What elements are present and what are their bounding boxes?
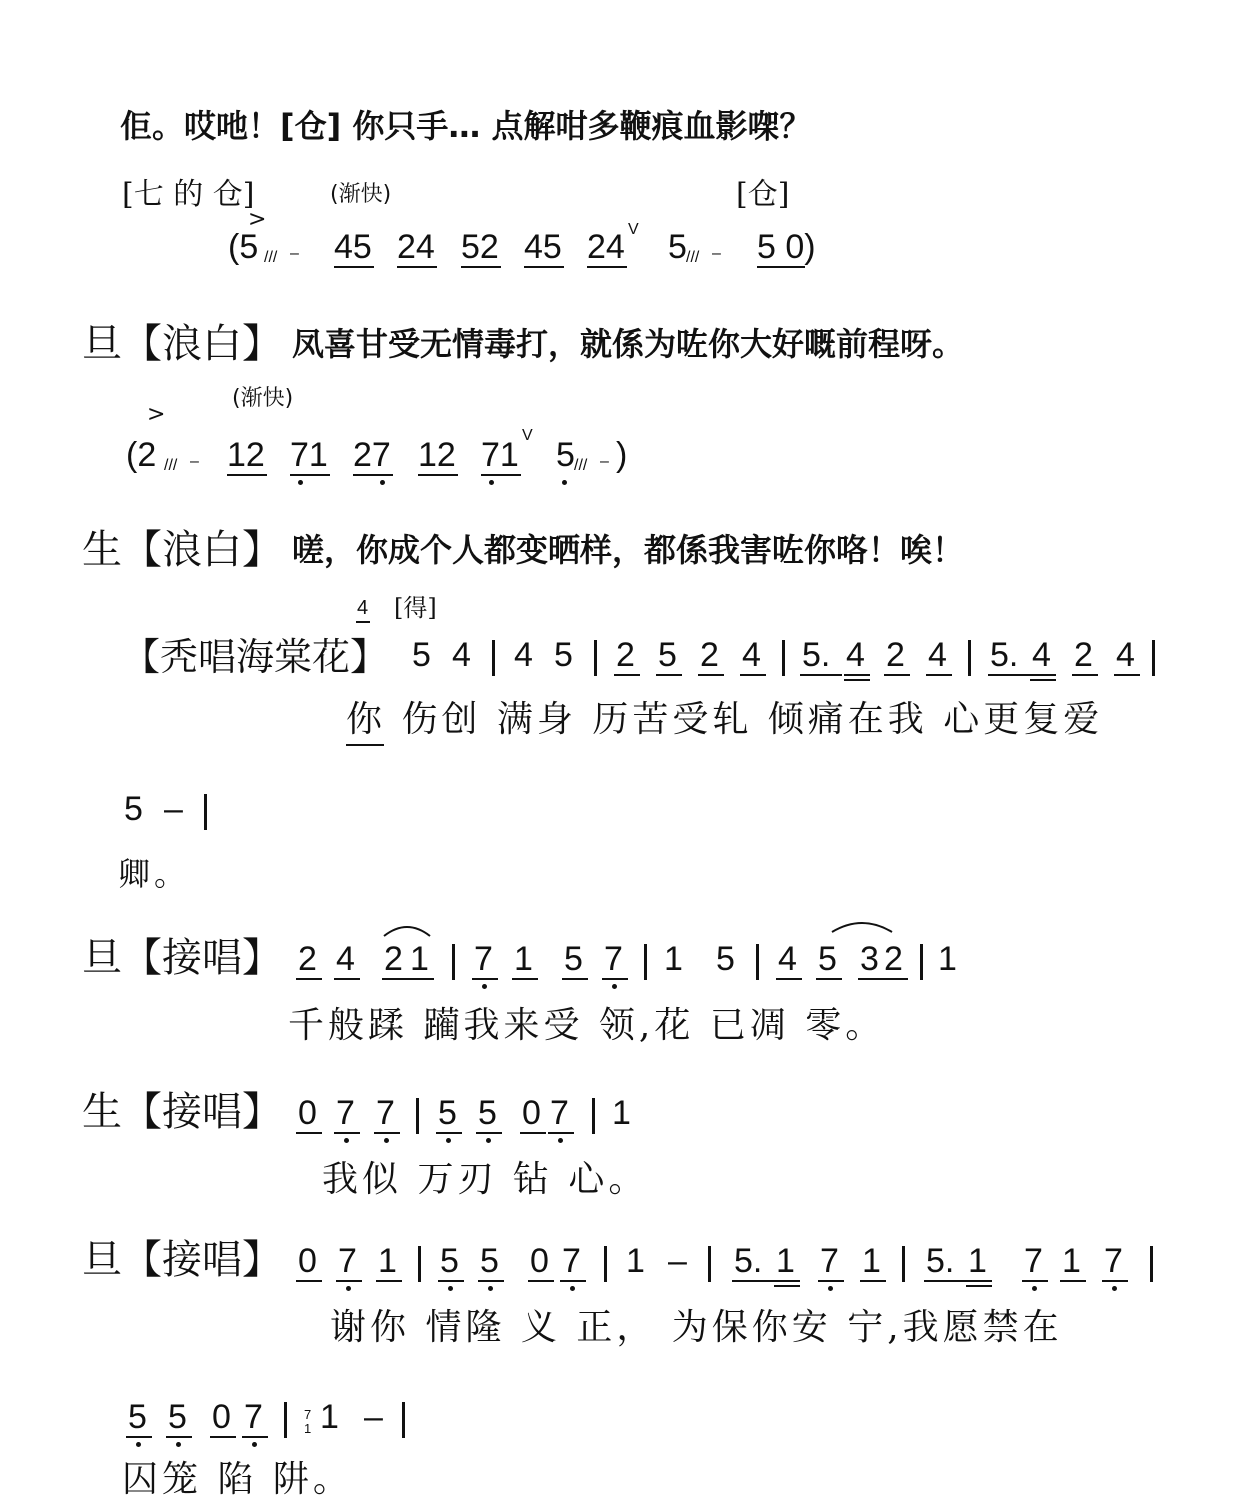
note: 5 [412, 636, 431, 674]
note: 7 [338, 1242, 357, 1280]
underline [774, 1285, 800, 1287]
underline [296, 1132, 322, 1134]
role-label-sheng: 生【浪白】 [82, 527, 282, 573]
low-octave-dot [488, 1286, 493, 1291]
underline [512, 978, 538, 980]
underline [408, 978, 434, 980]
bar-line [204, 794, 207, 830]
underline [602, 978, 628, 980]
note: 5. [990, 636, 1019, 674]
tempo-marking: (渐快) [232, 386, 294, 411]
note-pair: 45 [524, 228, 562, 266]
underline [562, 978, 588, 980]
note: 5 [124, 790, 143, 828]
underline [461, 266, 501, 268]
grace-note: 7 [304, 1407, 312, 1422]
tremolo-mark: /// [164, 457, 178, 474]
dialogue-line-1: 佢。哎吔！[仓] 你只手… 点解咁多鞭痕血影㗎？ [120, 107, 812, 145]
note: 5. [734, 1242, 763, 1280]
underline [858, 978, 884, 980]
note-pair: 24 [587, 228, 625, 266]
note: 5. [926, 1242, 955, 1280]
note-pair: 52 [461, 228, 499, 266]
low-octave-dot [1112, 1286, 1117, 1291]
note-pair: 12 [227, 436, 265, 474]
underline [476, 1132, 502, 1134]
note: 1 [862, 1242, 881, 1280]
underline [353, 474, 393, 476]
underline [334, 978, 360, 980]
percussion-cue: [得] [394, 594, 437, 622]
breath-mark: V [522, 427, 533, 444]
tremolo-mark: /// [264, 249, 278, 266]
underline [336, 1280, 362, 1282]
note: 4 [742, 636, 761, 674]
bar-line [708, 1246, 711, 1282]
underline [1114, 674, 1140, 676]
lyrics-row-2: 卿。 [118, 855, 191, 893]
dialogue-sheng: 嗟，你成个人都变晒样，都係我害咗你咯！唉！ [292, 531, 965, 569]
underline [698, 674, 724, 676]
note: 2 [884, 940, 903, 978]
tremolo-mark: /// [686, 249, 700, 266]
note: 4 [928, 636, 947, 674]
underline [242, 1436, 268, 1438]
underline [472, 978, 498, 980]
note: 5 [556, 436, 575, 474]
underline [656, 674, 682, 676]
bar-line [920, 944, 923, 980]
dash-mark: – [190, 453, 199, 470]
underline [1022, 1280, 1048, 1282]
meter-numerator: 4 [357, 597, 369, 619]
note: 5 [438, 1094, 457, 1132]
underline [166, 1436, 192, 1438]
underline [227, 474, 267, 476]
note: 0 [212, 1398, 231, 1436]
bar-line [644, 944, 647, 980]
slur-mark [382, 922, 432, 938]
low-octave-dot [1032, 1286, 1037, 1291]
bar-line [492, 640, 495, 676]
underline [757, 266, 805, 268]
underline [924, 1280, 966, 1282]
dialogue-dan: 凤喜甘受无情毒打，就係为咗你大好嘅前程呀。 [292, 325, 965, 363]
note: 4 [452, 636, 471, 674]
note: 7 [1104, 1242, 1123, 1280]
note-pair: 71 [290, 436, 328, 474]
meter-line [356, 621, 370, 623]
note: 1 [378, 1242, 397, 1280]
tempo-marking: (渐快) [330, 182, 392, 207]
underline [210, 1436, 236, 1438]
note-pair: 12 [418, 436, 456, 474]
bar-line [1152, 640, 1155, 676]
bar-line [452, 944, 455, 980]
lyrics-row-1: 你 伤创 满身 历苦受轧 倾痛在我 心更复爱 [346, 699, 1104, 740]
tremolo-mark: /// [574, 457, 588, 474]
note: 5 [668, 228, 687, 266]
bar-line [416, 1098, 419, 1134]
underline [481, 474, 521, 476]
note: 1 [1062, 1242, 1081, 1280]
low-octave-dot [562, 480, 567, 485]
note: 1 [514, 940, 533, 978]
low-octave-dot [482, 984, 487, 989]
note: 7 [562, 1242, 581, 1280]
low-octave-dot [446, 1138, 451, 1143]
low-octave-dot [176, 1442, 181, 1447]
note: ) [616, 436, 628, 474]
grace-note: 1 [304, 1421, 312, 1436]
note: 5 [478, 1094, 497, 1132]
note: 1 [664, 940, 683, 978]
note-pair: 27 [353, 436, 391, 474]
low-octave-dot [828, 1286, 833, 1291]
note: 1 [612, 1094, 631, 1132]
underline [528, 1280, 554, 1282]
low-octave-dot [344, 1138, 349, 1143]
underline [334, 1132, 360, 1134]
note: 1 [320, 1398, 339, 1436]
bar-line [402, 1402, 405, 1438]
note: 0 [298, 1242, 317, 1280]
note: 0 [530, 1242, 549, 1280]
underline [882, 978, 908, 980]
bar-line [594, 640, 597, 676]
note: 5 [716, 940, 735, 978]
low-octave-dot [380, 480, 385, 485]
underline [818, 1280, 844, 1282]
underline [126, 1436, 152, 1438]
bar-line [902, 1246, 905, 1282]
note: 1 [410, 940, 429, 978]
dash-mark: – [290, 245, 299, 262]
dash-mark: – [600, 453, 609, 470]
role-label-sheng: 生【接唱】 [82, 1089, 282, 1135]
underline [478, 1280, 504, 1282]
note: 4 [514, 636, 533, 674]
underline [860, 1280, 886, 1282]
low-octave-dot [448, 1286, 453, 1291]
note: 7 [604, 940, 623, 978]
underline [524, 266, 564, 268]
note: 2 [700, 636, 719, 674]
underline [436, 1132, 462, 1134]
underline [374, 1132, 400, 1134]
underline [334, 266, 374, 268]
underline [376, 1280, 402, 1282]
note: 7 [376, 1094, 395, 1132]
role-label-dan: 旦【浪白】 [82, 321, 282, 367]
underline [614, 674, 640, 676]
note: 2 [1074, 636, 1093, 674]
note: 7 [1024, 1242, 1043, 1280]
note: 5 [168, 1398, 187, 1436]
low-octave-dot [252, 1442, 257, 1447]
note: – [364, 1398, 383, 1436]
note: 7 [550, 1094, 569, 1132]
lyrics-dan-2: 千般蹂 躏我来受 领,花 已凋 零。 [288, 1005, 886, 1046]
underline [966, 1285, 992, 1287]
note: 4 [1116, 636, 1135, 674]
low-octave-dot [298, 480, 303, 485]
lyrics-sheng-2: 我似 万刃 钻 心。 [322, 1159, 649, 1200]
bar-line [284, 1402, 287, 1438]
underline [290, 474, 330, 476]
note-pair: 5 0) [757, 228, 816, 266]
note: 0 [522, 1094, 541, 1132]
underline [548, 1132, 574, 1134]
low-octave-dot [570, 1286, 575, 1291]
slur-mark [830, 918, 894, 934]
low-octave-dot [384, 1138, 389, 1143]
note: 5. [802, 636, 831, 674]
underline [844, 679, 870, 681]
note: 5 [440, 1242, 459, 1280]
bar-line [604, 1246, 607, 1282]
low-octave-dot [136, 1442, 141, 1447]
note: 1 [938, 940, 957, 978]
underline [382, 978, 408, 980]
note: 1 [626, 1242, 645, 1280]
underline [774, 1280, 800, 1282]
underline [418, 474, 458, 476]
note: 1 [776, 1242, 795, 1280]
aria-title: 【秃唱海棠花】 [122, 635, 389, 679]
lyrics-dan-4: 囚笼 陷 阱。 [122, 1459, 353, 1500]
note: 1 [968, 1242, 987, 1280]
note: 4 [1032, 636, 1051, 674]
note: 0 [298, 1094, 317, 1132]
note: 4 [336, 940, 355, 978]
underline [520, 1132, 546, 1134]
underline [1030, 674, 1056, 676]
note: 7 [820, 1242, 839, 1280]
percussion-cue: [仓] [736, 177, 790, 212]
underline [296, 978, 322, 980]
role-label-dan: 旦【接唱】 [82, 1237, 282, 1283]
bar-line [968, 640, 971, 676]
note-group: (2 [126, 436, 157, 474]
bar-line [782, 640, 785, 676]
underline [438, 1280, 464, 1282]
note: 7 [244, 1398, 263, 1436]
note: 4 [846, 636, 865, 674]
note: 5 [818, 940, 837, 978]
underline [884, 674, 910, 676]
note: 2 [298, 940, 317, 978]
underline [397, 266, 437, 268]
underline [560, 1280, 586, 1282]
accent-mark: > [248, 207, 267, 232]
low-octave-dot [489, 480, 494, 485]
note: 7 [474, 940, 493, 978]
note: 5 [554, 636, 573, 674]
underline [1030, 679, 1056, 681]
low-octave-dot [612, 984, 617, 989]
note: – [164, 790, 183, 828]
bar-line [1150, 1246, 1153, 1282]
role-label-dan: 旦【接唱】 [82, 935, 282, 981]
bar-line [418, 1246, 421, 1282]
bar-line [756, 944, 759, 980]
underline [732, 1280, 774, 1282]
note-group: (5 [228, 228, 259, 266]
underline [966, 1280, 992, 1282]
note: 2 [384, 940, 403, 978]
underline [776, 978, 802, 980]
note: 5 [128, 1398, 147, 1436]
underline [1102, 1280, 1128, 1282]
underline [844, 674, 870, 676]
note: 4 [778, 940, 797, 978]
note: 3 [860, 940, 879, 978]
note-pair: 71 [481, 436, 519, 474]
underline [587, 266, 627, 268]
underline [296, 1280, 322, 1282]
note: 2 [616, 636, 635, 674]
breath-mark: V [628, 221, 639, 238]
note: 2 [886, 636, 905, 674]
underline [1072, 674, 1098, 676]
underline [346, 744, 384, 746]
underline [926, 674, 952, 676]
note-pair: 45 [334, 228, 372, 266]
underline [988, 674, 1030, 676]
dash-mark: – [712, 245, 721, 262]
underline [816, 978, 842, 980]
bar-line [592, 1098, 595, 1134]
underline [740, 674, 766, 676]
low-octave-dot [346, 1286, 351, 1291]
underline [800, 674, 842, 676]
note: 5 [564, 940, 583, 978]
note: 5 [658, 636, 677, 674]
note: 5 [480, 1242, 499, 1280]
lyrics-dan-3: 谢你 情隆 义 正， 为保你安 宁,我愿禁在 [330, 1307, 1063, 1348]
low-octave-dot [558, 1138, 563, 1143]
note: 7 [336, 1094, 355, 1132]
note: – [668, 1242, 687, 1280]
low-octave-dot [486, 1138, 491, 1143]
percussion-cue: [七 的 仓] [122, 177, 255, 212]
accent-mark: > [147, 402, 166, 427]
note-pair: 24 [397, 228, 435, 266]
underline [1060, 1280, 1086, 1282]
